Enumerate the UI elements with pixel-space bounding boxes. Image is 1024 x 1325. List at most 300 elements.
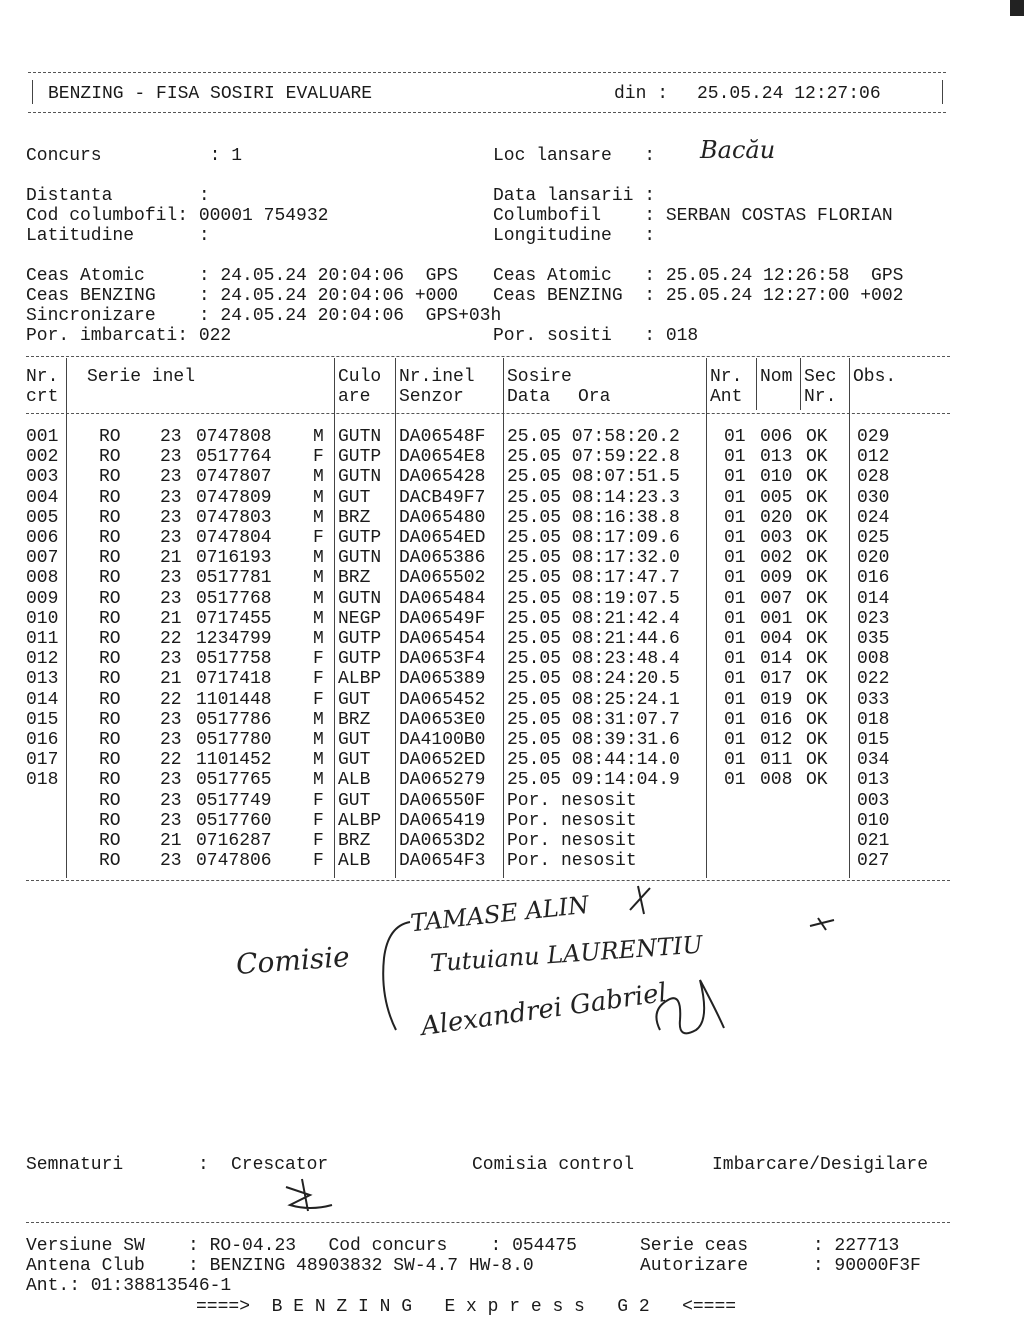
row-senzor: DA0654ED bbox=[399, 528, 486, 548]
row-sec: OK bbox=[806, 568, 828, 589]
row-inel: 0517780 bbox=[196, 730, 272, 750]
row-obs: 003 bbox=[857, 790, 890, 811]
row-ant: 01 bbox=[724, 629, 746, 649]
row-ant: 01 bbox=[724, 487, 746, 508]
row-an: 23 bbox=[160, 467, 182, 488]
info-columbofil: Columbofil : SERBAN COSTAS FLORIAN bbox=[493, 206, 893, 226]
row-obs: 025 bbox=[857, 528, 890, 548]
row-tara: RO bbox=[99, 608, 121, 629]
row-sosire: 25.05 08:16:38.8 bbox=[507, 507, 680, 528]
row-an: 23 bbox=[160, 528, 182, 548]
row-inel: 0517760 bbox=[196, 810, 272, 831]
handwritten-name-1: TAMASE ALIN bbox=[409, 890, 591, 938]
row-obs: 024 bbox=[857, 507, 890, 528]
th-nr-2: crt bbox=[26, 387, 59, 407]
row-tara: RO bbox=[99, 689, 121, 710]
row-an: 23 bbox=[160, 568, 182, 589]
por-imbarcati: Por. imbarcati: 022 bbox=[26, 326, 232, 346]
row-sex: M bbox=[313, 629, 324, 649]
row-sec: OK bbox=[806, 447, 828, 468]
row-sex: F bbox=[313, 528, 324, 548]
col-sep-senzor bbox=[395, 358, 396, 878]
clock-atomic-start: Ceas Atomic : 24.05.24 20:04:06 GPS bbox=[26, 266, 459, 286]
row-tara: RO bbox=[99, 427, 121, 447]
row-obs: 010 bbox=[857, 810, 890, 831]
row-tara: RO bbox=[99, 629, 121, 649]
semnaturi-colon: : bbox=[198, 1155, 209, 1175]
row-tara: RO bbox=[99, 730, 121, 750]
row-an: 21 bbox=[160, 608, 182, 629]
info-distanta: Distanta : bbox=[26, 186, 210, 206]
col-sep-sec bbox=[800, 358, 801, 410]
col-sep-sosire bbox=[503, 358, 504, 878]
row-ant: 01 bbox=[724, 427, 746, 447]
row-obs: 014 bbox=[857, 588, 890, 609]
row-tara: RO bbox=[99, 750, 121, 771]
row-sex: M bbox=[313, 467, 324, 488]
row-senzor: DA065389 bbox=[399, 669, 486, 690]
row-nr: 006 bbox=[26, 528, 59, 548]
row-nr: 015 bbox=[26, 709, 59, 730]
row-sec: OK bbox=[806, 467, 828, 488]
row-obs: 012 bbox=[857, 447, 890, 468]
header-bottom-border bbox=[28, 112, 946, 113]
row-senzor: DA065484 bbox=[399, 588, 486, 609]
row-inel: 0716193 bbox=[196, 548, 272, 569]
row-sosire: 25.05 08:07:51.5 bbox=[507, 467, 680, 488]
info-concurs: Concurs : 1 bbox=[26, 146, 243, 166]
row-sex: M bbox=[313, 608, 324, 629]
row-tara: RO bbox=[99, 447, 121, 468]
row-senzor: DA065386 bbox=[399, 548, 486, 569]
row-tara: RO bbox=[99, 487, 121, 508]
row-culoare: BRZ bbox=[338, 709, 371, 730]
info-cod-columbofil: Cod columbofil: 00001 754932 bbox=[26, 206, 329, 226]
row-tara: RO bbox=[99, 507, 121, 528]
row-ant: 01 bbox=[724, 548, 746, 569]
row-ant: 01 bbox=[724, 507, 746, 528]
th-nom: Nom bbox=[760, 367, 793, 387]
row-nr: 013 bbox=[26, 669, 59, 690]
row-sosire: 25.05 08:23:48.4 bbox=[507, 649, 680, 670]
row-senzor: DA06548F bbox=[399, 427, 486, 447]
row-obs: 034 bbox=[857, 750, 890, 771]
clock-sincronizare: Sincronizare : 24.05.24 20:04:06 GPS+03h bbox=[26, 306, 502, 326]
row-ant: 01 bbox=[724, 649, 746, 670]
row-an: 23 bbox=[160, 427, 182, 447]
row-senzor: DA06549F bbox=[399, 608, 486, 629]
th-sosire: Sosire bbox=[507, 367, 572, 387]
col-sep-nr bbox=[66, 358, 67, 878]
row-nom: 006 bbox=[760, 427, 793, 447]
row-inel: 0517749 bbox=[196, 790, 272, 811]
row-tara: RO bbox=[99, 810, 121, 831]
row-senzor: DA0653D2 bbox=[399, 831, 486, 851]
row-ant: 01 bbox=[724, 730, 746, 750]
row-nom: 003 bbox=[760, 528, 793, 548]
th-serie-inel: Serie inel bbox=[87, 367, 196, 387]
row-nom: 019 bbox=[760, 689, 793, 710]
row-sec: OK bbox=[806, 487, 828, 508]
th-sosire-data: Data bbox=[507, 387, 551, 407]
row-obs: 016 bbox=[857, 568, 890, 589]
imbarcare-label: Imbarcare/Desigilare bbox=[712, 1155, 929, 1175]
row-nom: 005 bbox=[760, 487, 793, 508]
row-sosire: 25.05 08:44:14.0 bbox=[507, 750, 680, 771]
header-top-border bbox=[28, 72, 946, 73]
row-ant: 01 bbox=[724, 669, 746, 690]
th-nrinel-2: Senzor bbox=[399, 387, 464, 407]
row-inel: 0747803 bbox=[196, 507, 272, 528]
row-an: 22 bbox=[160, 629, 182, 649]
row-sex: F bbox=[313, 790, 324, 811]
row-sex: M bbox=[313, 487, 324, 508]
col-sep-culoare bbox=[334, 358, 335, 878]
row-sosire: 25.05 08:21:42.4 bbox=[507, 608, 680, 629]
row-tara: RO bbox=[99, 831, 121, 851]
clock-benzing-end: Ceas BENZING : 25.05.24 12:27:00 +002 bbox=[493, 286, 904, 306]
row-nr: 012 bbox=[26, 649, 59, 670]
row-an: 23 bbox=[160, 487, 182, 508]
crescator-label: Crescator bbox=[231, 1155, 329, 1175]
row-obs: 018 bbox=[857, 709, 890, 730]
row-obs: 027 bbox=[857, 851, 890, 872]
clock-atomic-end: Ceas Atomic : 25.05.24 12:26:58 GPS bbox=[493, 266, 904, 286]
row-sosire: 25.05 07:59:22.8 bbox=[507, 447, 680, 468]
row-sec: OK bbox=[806, 730, 828, 750]
table-top-border bbox=[26, 356, 950, 357]
table-header-divider bbox=[26, 413, 950, 414]
row-culoare: GUTP bbox=[338, 649, 382, 670]
row-tara: RO bbox=[99, 669, 121, 690]
header-right-border bbox=[942, 80, 943, 104]
row-senzor: DA0652ED bbox=[399, 750, 486, 771]
row-nom: 002 bbox=[760, 548, 793, 569]
row-inel: 0747808 bbox=[196, 427, 272, 447]
row-sec: OK bbox=[806, 608, 828, 629]
row-sec: OK bbox=[806, 588, 828, 609]
row-sex: F bbox=[313, 649, 324, 670]
row-sex: M bbox=[313, 770, 324, 791]
row-sec: OK bbox=[806, 770, 828, 791]
row-an: 23 bbox=[160, 790, 182, 811]
th-culoare-1: Culo bbox=[338, 367, 382, 387]
row-sosire: 25.05 08:21:44.6 bbox=[507, 629, 680, 649]
row-sec: OK bbox=[806, 750, 828, 771]
row-culoare: GUTN bbox=[338, 427, 382, 447]
row-sosire: Por. nesosit bbox=[507, 790, 637, 811]
row-sec: OK bbox=[806, 528, 828, 548]
row-sex: F bbox=[313, 689, 324, 710]
row-culoare: GUT bbox=[338, 790, 371, 811]
row-sosire: 25.05 08:19:07.5 bbox=[507, 588, 680, 609]
row-senzor: DA065480 bbox=[399, 507, 486, 528]
row-sosire: 25.05 08:39:31.6 bbox=[507, 730, 680, 750]
row-tara: RO bbox=[99, 649, 121, 670]
row-sec: OK bbox=[806, 629, 828, 649]
row-an: 23 bbox=[160, 709, 182, 730]
row-culoare: GUTN bbox=[338, 588, 382, 609]
header-title: BENZING - FISA SOSIRI EVALUARE bbox=[48, 84, 373, 104]
row-inel: 0717418 bbox=[196, 669, 272, 690]
row-nom: 007 bbox=[760, 588, 793, 609]
row-inel: 0747806 bbox=[196, 851, 272, 872]
row-an: 23 bbox=[160, 770, 182, 791]
info-loc-handwritten: Bacău bbox=[700, 136, 776, 164]
row-inel: 0517786 bbox=[196, 709, 272, 730]
row-sex: M bbox=[313, 750, 324, 771]
row-ant: 01 bbox=[724, 750, 746, 771]
handwritten-name-2: Tutuianu LAURENTIU bbox=[429, 930, 704, 978]
row-obs: 033 bbox=[857, 689, 890, 710]
row-nom: 008 bbox=[760, 770, 793, 791]
row-culoare: BRZ bbox=[338, 568, 371, 589]
row-nom: 001 bbox=[760, 608, 793, 629]
info-longitudine: Longitudine : bbox=[493, 226, 656, 246]
row-sosire: Por. nesosit bbox=[507, 831, 637, 851]
row-inel: 1234799 bbox=[196, 629, 272, 649]
row-nom: 017 bbox=[760, 669, 793, 690]
row-nr: 010 bbox=[26, 608, 59, 629]
row-obs: 021 bbox=[857, 831, 890, 851]
semnaturi-label: Semnaturi bbox=[26, 1155, 124, 1175]
row-culoare: GUT bbox=[338, 487, 371, 508]
row-sec: OK bbox=[806, 649, 828, 670]
footer-brand: ====> B E N Z I N G E x p r e s s G 2 <==== bbox=[196, 1297, 737, 1317]
row-sex: M bbox=[313, 507, 324, 528]
row-inel: 0747807 bbox=[196, 467, 272, 488]
header-din-label: din : bbox=[614, 84, 669, 104]
row-obs: 029 bbox=[857, 427, 890, 447]
row-inel: 0717455 bbox=[196, 608, 272, 629]
row-sex: M bbox=[313, 548, 324, 569]
row-nr: 001 bbox=[26, 427, 59, 447]
scan-edge bbox=[1010, 0, 1024, 16]
row-inel: 0517765 bbox=[196, 770, 272, 791]
row-sec: OK bbox=[806, 689, 828, 710]
row-nr: 002 bbox=[26, 447, 59, 468]
row-culoare: GUTP bbox=[338, 447, 382, 468]
row-inel: 1101448 bbox=[196, 689, 272, 710]
row-obs: 020 bbox=[857, 548, 890, 569]
signature-scribble-icon bbox=[620, 880, 850, 1050]
row-nr: 017 bbox=[26, 750, 59, 771]
footer-versiune: Versiune SW : RO-04.23 Cod concurs : 054475 bbox=[26, 1236, 577, 1256]
row-sex: M bbox=[313, 568, 324, 589]
row-nom: 014 bbox=[760, 649, 793, 670]
row-culoare: BRZ bbox=[338, 831, 371, 851]
row-tara: RO bbox=[99, 588, 121, 609]
row-inel: 0517768 bbox=[196, 588, 272, 609]
row-culoare: GUT bbox=[338, 689, 371, 710]
row-sec: OK bbox=[806, 507, 828, 528]
th-nr-1: Nr. bbox=[26, 367, 59, 387]
row-ant: 01 bbox=[724, 467, 746, 488]
col-sep-obs bbox=[849, 358, 850, 878]
info-latitudine: Latitudine : bbox=[26, 226, 210, 246]
row-nom: 010 bbox=[760, 467, 793, 488]
col-sep-nom bbox=[756, 358, 757, 410]
row-culoare: NEGP bbox=[338, 608, 382, 629]
row-sex: M bbox=[313, 588, 324, 609]
row-nr: 007 bbox=[26, 548, 59, 569]
row-an: 23 bbox=[160, 851, 182, 872]
row-tara: RO bbox=[99, 467, 121, 488]
clock-benzing-start: Ceas BENZING : 24.05.24 20:04:06 +000 bbox=[26, 286, 459, 306]
row-sec: OK bbox=[806, 548, 828, 569]
row-sosire: Por. nesosit bbox=[507, 851, 637, 872]
row-an: 23 bbox=[160, 507, 182, 528]
row-sosire: 25.05 07:58:20.2 bbox=[507, 427, 680, 447]
row-an: 22 bbox=[160, 750, 182, 771]
row-an: 23 bbox=[160, 810, 182, 831]
row-senzor: DA065454 bbox=[399, 629, 486, 649]
row-sosire: 25.05 08:25:24.1 bbox=[507, 689, 680, 710]
row-inel: 0517764 bbox=[196, 447, 272, 468]
row-an: 23 bbox=[160, 730, 182, 750]
row-an: 22 bbox=[160, 689, 182, 710]
row-senzor: DACB49F7 bbox=[399, 487, 486, 508]
row-culoare: ALBP bbox=[338, 669, 382, 690]
row-sex: M bbox=[313, 709, 324, 730]
info-data-lansarii: Data lansarii : bbox=[493, 186, 656, 206]
row-tara: RO bbox=[99, 548, 121, 569]
row-sex: M bbox=[313, 427, 324, 447]
row-nr: 014 bbox=[26, 689, 59, 710]
row-senzor: DA0654F3 bbox=[399, 851, 486, 872]
row-sosire: 25.05 08:17:32.0 bbox=[507, 548, 680, 569]
row-ant: 01 bbox=[724, 608, 746, 629]
row-nr: 008 bbox=[26, 568, 59, 589]
row-sosire: 25.05 08:17:47.7 bbox=[507, 568, 680, 589]
row-ant: 01 bbox=[724, 588, 746, 609]
row-senzor: DA0653E0 bbox=[399, 709, 486, 730]
row-senzor: DA065452 bbox=[399, 689, 486, 710]
row-sex: F bbox=[313, 851, 324, 872]
th-sec-1: Sec bbox=[804, 367, 837, 387]
row-sosire: Por. nesosit bbox=[507, 810, 637, 831]
row-nr: 011 bbox=[26, 629, 59, 649]
row-culoare: ALB bbox=[338, 851, 371, 872]
row-sex: F bbox=[313, 831, 324, 851]
row-senzor: DA065428 bbox=[399, 467, 486, 488]
info-loc-lansare: Loc lansare : bbox=[493, 146, 656, 166]
th-sec-2: Nr. bbox=[804, 387, 837, 407]
crescator-signature-icon bbox=[280, 1175, 340, 1215]
row-senzor: DA0653F4 bbox=[399, 649, 486, 670]
footer-autorizare: Autorizare : 90000F3F bbox=[640, 1256, 921, 1276]
row-obs: 028 bbox=[857, 467, 890, 488]
row-tara: RO bbox=[99, 568, 121, 589]
row-obs: 030 bbox=[857, 487, 890, 508]
th-culoare-2: are bbox=[338, 387, 371, 407]
row-ant: 01 bbox=[724, 447, 746, 468]
th-nrant-1: Nr. bbox=[710, 367, 743, 387]
row-culoare: ALB bbox=[338, 770, 371, 791]
row-nom: 013 bbox=[760, 447, 793, 468]
row-sosire: 25.05 08:17:09.6 bbox=[507, 528, 680, 548]
row-nr: 016 bbox=[26, 730, 59, 750]
row-nom: 009 bbox=[760, 568, 793, 589]
row-obs: 013 bbox=[857, 770, 890, 791]
row-an: 23 bbox=[160, 447, 182, 468]
handwritten-name-3: Alexandrei Gabriel bbox=[419, 977, 669, 1043]
row-culoare: GUTN bbox=[338, 548, 382, 569]
row-sosire: 25.05 09:14:04.9 bbox=[507, 770, 680, 791]
col-sep-ant bbox=[706, 358, 707, 878]
row-tara: RO bbox=[99, 770, 121, 791]
row-ant: 01 bbox=[724, 770, 746, 791]
row-sec: OK bbox=[806, 427, 828, 447]
th-obs: Obs. bbox=[853, 367, 897, 387]
row-inel: 0716287 bbox=[196, 831, 272, 851]
row-sosire: 25.05 08:24:20.5 bbox=[507, 669, 680, 690]
row-sex: F bbox=[313, 810, 324, 831]
row-tara: RO bbox=[99, 851, 121, 872]
row-ant: 01 bbox=[724, 689, 746, 710]
footer-antena-club: Antena Club : BENZING 48903832 SW-4.7 HW-8.0 bbox=[26, 1256, 534, 1276]
row-sosire: 25.05 08:14:23.3 bbox=[507, 487, 680, 508]
row-an: 23 bbox=[160, 649, 182, 670]
header-left-border bbox=[32, 80, 33, 104]
row-inel: 1101452 bbox=[196, 750, 272, 771]
row-sosire: 25.05 08:31:07.7 bbox=[507, 709, 680, 730]
th-sosire-ora: Ora bbox=[578, 387, 611, 407]
row-senzor: DA065419 bbox=[399, 810, 486, 831]
header-din-value: 25.05.24 12:27:06 bbox=[697, 84, 881, 104]
row-nr: 005 bbox=[26, 507, 59, 528]
row-senzor: DA06550F bbox=[399, 790, 486, 811]
row-ant: 01 bbox=[724, 528, 746, 548]
comisia-control-label: Comisia control bbox=[472, 1155, 635, 1175]
row-senzor: DA0654E8 bbox=[399, 447, 486, 468]
row-inel: 0517758 bbox=[196, 649, 272, 670]
th-nrinel-1: Nr.inel bbox=[399, 367, 475, 387]
por-sositi: Por. sositi : 018 bbox=[493, 326, 699, 346]
row-nr: 018 bbox=[26, 770, 59, 791]
row-obs: 015 bbox=[857, 730, 890, 750]
row-senzor: DA4100B0 bbox=[399, 730, 486, 750]
row-nr: 009 bbox=[26, 588, 59, 609]
handwritten-comisie: Comisie bbox=[234, 940, 351, 981]
row-obs: 008 bbox=[857, 649, 890, 670]
row-nom: 016 bbox=[760, 709, 793, 730]
row-culoare: ALBP bbox=[338, 810, 382, 831]
row-an: 21 bbox=[160, 669, 182, 690]
row-sec: OK bbox=[806, 709, 828, 730]
row-an: 23 bbox=[160, 588, 182, 609]
row-sex: M bbox=[313, 730, 324, 750]
footer-ant: Ant.: 01:38813546-1 bbox=[26, 1276, 232, 1296]
row-sex: F bbox=[313, 669, 324, 690]
row-ant: 01 bbox=[724, 709, 746, 730]
row-culoare: GUTP bbox=[338, 528, 382, 548]
row-sex: F bbox=[313, 447, 324, 468]
row-culoare: GUT bbox=[338, 730, 371, 750]
row-obs: 035 bbox=[857, 629, 890, 649]
row-obs: 023 bbox=[857, 608, 890, 629]
row-tara: RO bbox=[99, 528, 121, 548]
row-senzor: DA065279 bbox=[399, 770, 486, 791]
row-culoare: GUTN bbox=[338, 467, 382, 488]
row-an: 21 bbox=[160, 831, 182, 851]
row-an: 21 bbox=[160, 548, 182, 569]
th-nrant-2: Ant bbox=[710, 387, 743, 407]
row-inel: 0747809 bbox=[196, 487, 272, 508]
footer-serie-ceas: Serie ceas : 227713 bbox=[640, 1236, 900, 1256]
row-nr: 004 bbox=[26, 487, 59, 508]
row-obs: 022 bbox=[857, 669, 890, 690]
